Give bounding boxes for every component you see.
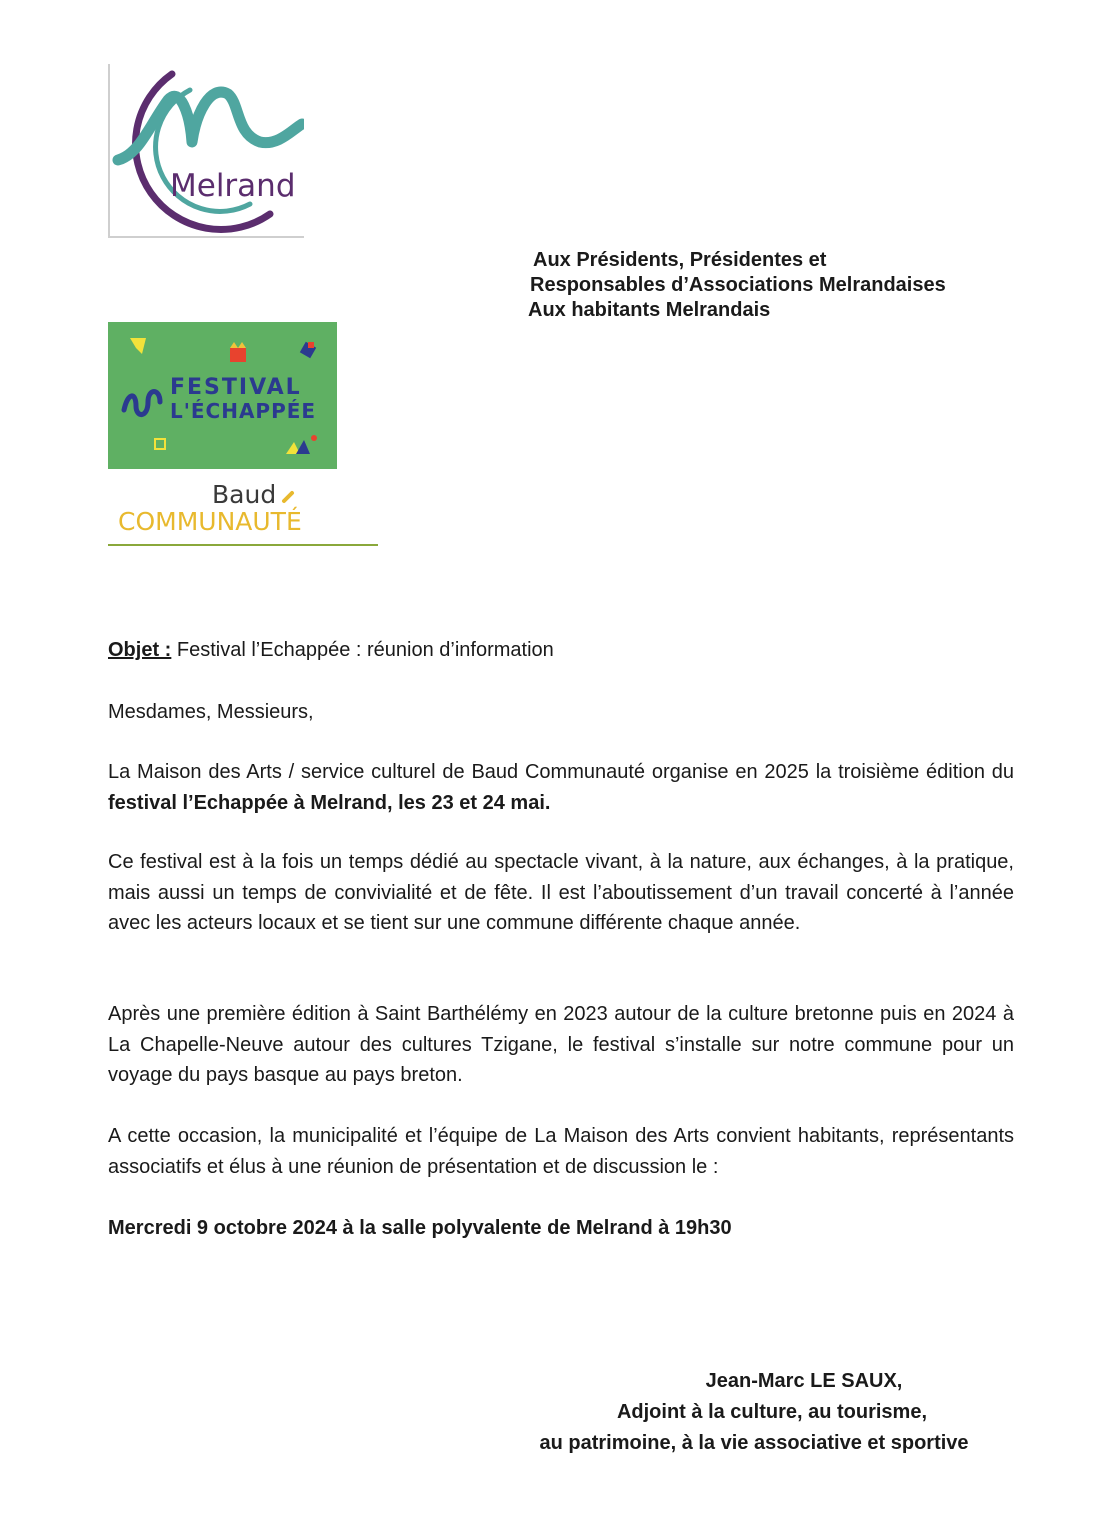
paragraph-2: Ce festival est à la fois un temps dédié au spectacle vivant, à la nature, aux échanges, à la pratique, mais aussi un temps de convivialité et de fête. Il est l’aboutissement d’un travail concerté à l’année avec les acteurs locaux et se tient sur une commune différente chaque année. [108,851,1014,934]
recipients-line-3: Aux habitants Melrandais [528,299,771,321]
recipients-line-1: Aux Présidents, Présidentes et [533,249,827,271]
signatory-role-line-2: au patrimoine, à la vie associative et sportive [539,1432,969,1454]
subject-text: Festival l’Echappée : réunion d’information [171,639,554,661]
festival-logo-line-2: L'ÉCHAPPÉE [170,399,317,423]
baud-logo-line-2: COMMUNAUTÉ [118,507,302,536]
signatory-name: Jean-Marc LE SAUX, [705,1370,903,1392]
festival-echappee-logo [108,322,337,469]
paragraph-1 [108,757,1014,818]
melrand-logo [108,64,304,238]
paragraph-1-highlight: festival l’Echappée à Melrand, les 23 et 24 mai. [108,791,551,814]
baud-communaute-logo [108,473,378,546]
melrand-logo-text: Melrand [170,168,296,204]
paragraph-1-text: La Maison des Arts / service culturel de Baud Communauté organise en 2025 la troisième édition du [108,761,1014,783]
baud-logo-line-1: Baud [212,480,277,509]
recipients-line-2: Responsables d’Associations Melrandaises [530,274,946,296]
paragraph-3: Après une première édition à Saint Barthélémy en 2023 autour de la culture bretonne puis en 2024 à La Chapelle-Neuve autour des cultures Tzigane, le festival s’installe sur notre commune pour un voyage du pays basque au pays breton. [108,1003,1014,1086]
signature-block [494,1366,1014,1459]
letter-salutation: Mesdames, Messieurs, [108,701,314,723]
subject-label: Objet : [108,639,172,661]
festival-logo-line-1: FESTIVAL [170,375,302,400]
letter-subject [108,635,1014,666]
signatory-role-line-1: Adjoint à la culture, au tourisme, [616,1401,928,1423]
recipients-block [530,248,946,323]
meeting-date: Mercredi 9 octobre 2024 à la salle polyvalente de Melrand à 19h30 [108,1217,732,1239]
paragraph-4: A cette occasion, la municipalité et l’équipe de La Maison des Arts convient habitants, représentants associatifs et élus à une réunion de présentation et de discussion le : [108,1125,1014,1178]
